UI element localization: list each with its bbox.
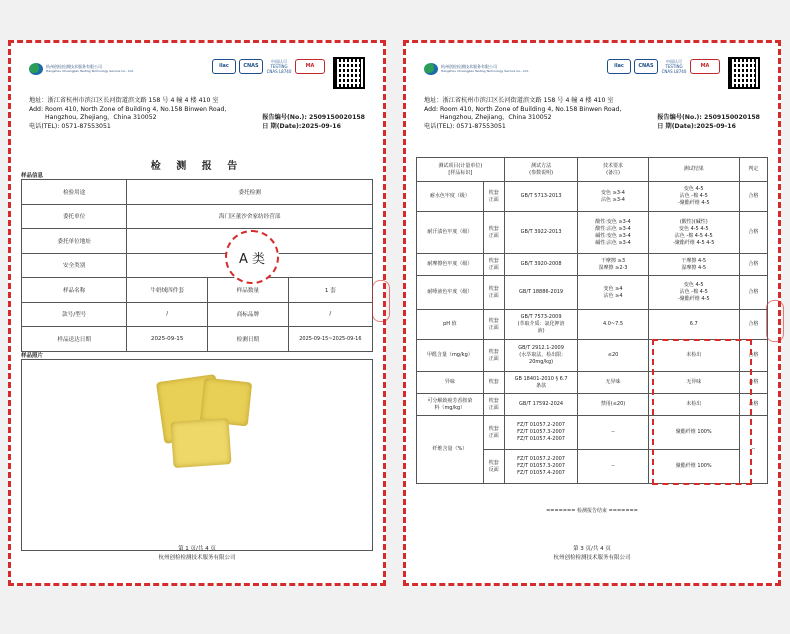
row-value: 2025-09-15 <box>127 327 208 352</box>
report-date: 日 期(Date):2025-09-16 <box>657 122 736 130</box>
test-result: 无异味 <box>648 372 739 394</box>
report-date: 日 期(Date):2025-09-16 <box>262 122 341 130</box>
company-logo-icon <box>29 63 43 75</box>
cert-logos <box>607 59 720 74</box>
footer-company: 杭州创检检测技术服务有限公司 <box>158 555 236 561</box>
safety-class-highlight <box>225 230 279 284</box>
sample-part: 枕套 正面 <box>483 254 504 276</box>
sample-part: 枕套 正面 <box>483 340 504 372</box>
test-result: 干摩擦 4-5 湿摩擦 4-5 <box>648 254 739 276</box>
test-method: GB/T 3922-2013 <box>504 212 578 254</box>
test-method: FZ/T 01057.2-2007 FZ/T 01057.3-2007 FZ/T 01057.4-2007 <box>504 416 578 450</box>
table-row <box>417 212 768 254</box>
address-en-line2: Hangzhou, Zhejiang，China 310052 <box>440 114 552 121</box>
company-name-en: Hangzhou Chuangjian Testing Technology Service Co., Ltd. <box>46 69 134 73</box>
report-number: 报告编号(No.): 2509150020158 <box>262 114 365 121</box>
test-result: 聚酯纤维 100% <box>648 450 739 484</box>
test-method: FZ/T 01057.2-2007 FZ/T 01057.3-2007 FZ/T 01057.4-2007 <box>504 450 578 484</box>
ma-logo: MA <box>690 59 720 74</box>
sample-part: 枕套 正面 <box>483 394 504 416</box>
report-page-3-frame <box>403 40 781 586</box>
verdict: 合格 <box>739 254 767 276</box>
row-value: / <box>127 302 208 327</box>
test-result: 未检出 <box>648 340 739 372</box>
test-item: 耐水色牢度（级） <box>417 182 484 212</box>
row-value: 牛奶绒四件套 <box>127 278 208 303</box>
column-header: 技术要求 (备注) <box>578 158 648 182</box>
page-number: 第 3 页/共 4 页 <box>573 546 611 552</box>
verdict: 合格 <box>739 310 767 340</box>
table-row <box>22 229 373 254</box>
test-result: 6.7 <box>648 310 739 340</box>
safety-class-value: A 类 <box>238 251 266 267</box>
qr-code-icon <box>728 57 760 89</box>
test-item: 耐汗渍色牢度（级） <box>417 212 484 254</box>
page-header <box>29 55 365 145</box>
column-header: 判定 <box>739 158 767 182</box>
requirement: 变色 ≥4 沾色 ≥4 <box>578 276 648 310</box>
test-method: GB/T 17592-2024 <box>504 394 578 416</box>
verdict: 合格 <box>739 212 767 254</box>
verdict: 合格 <box>739 276 767 310</box>
requirement: 酸性:变色 ≥3-4 酸性:沾色 ≥3-4 碱性:变色 ≥3-4 碱性:沾色 ≥3-4 <box>578 212 648 254</box>
verdict: 合格 <box>739 340 767 372</box>
test-method: GB/T 18886-2019 <box>504 276 578 310</box>
table-header-row <box>417 158 768 182</box>
page-footer <box>414 545 770 563</box>
test-item: 可分解致癌芳香胺染 料（mg/kg） <box>417 394 484 416</box>
table-row <box>417 310 768 340</box>
verdict: -- <box>739 416 767 484</box>
table-row <box>22 327 373 352</box>
address-block <box>424 97 621 131</box>
test-item: 甲醛含量（mg/kg） <box>417 340 484 372</box>
ilac-mra-logo: ilac <box>607 59 631 74</box>
results-highlight <box>652 339 752 485</box>
address-cn: 地址：浙江省杭州市滨江区长河街道滨文路 158 号 4 幢 4 楼 410 室 <box>424 97 614 104</box>
row-label: 样品名称 <box>22 278 127 303</box>
requirement: -- <box>578 450 648 484</box>
row-label: 检验用途 <box>22 180 127 205</box>
address-cn: 地址：浙江省杭州市滨江区长河街道滨文路 158 号 4 幢 4 楼 410 室 <box>29 97 219 104</box>
test-item: 耐唾液色牢度（级） <box>417 276 484 310</box>
cnas-logo: CNAS <box>239 59 263 74</box>
footer-company: 杭州创检检测技术服务有限公司 <box>553 555 631 561</box>
page-header <box>424 55 760 145</box>
testing-cert-label: 中国认可 TESTING CNAS L8740 <box>266 59 292 74</box>
page-footer <box>19 545 375 563</box>
requirement: 干摩擦 ≥3 湿摩擦 ≥2-3 <box>578 254 648 276</box>
ma-logo: MA <box>295 59 325 74</box>
address-en-line1: Add: Room 410, North Zone of Building 4, No.158 Binwen Road, <box>424 105 622 113</box>
section-sample-info: 样品信息 <box>21 173 44 179</box>
address-en-line2: Hangzhou, Zhejiang，China 310052 <box>45 114 157 121</box>
row-label: 商标品牌 <box>208 302 289 327</box>
sample-part: 枕套 正面 <box>483 276 504 310</box>
row-label: 样品送达日期 <box>22 327 127 352</box>
report-page-1-frame <box>8 40 386 586</box>
row-value: / <box>288 302 372 327</box>
test-result: 变色 4-5 沾色 -棉 4-5 -聚酯纤维 4-5 <box>648 182 739 212</box>
verdict: 合格 <box>739 372 767 394</box>
test-item: pH 值 <box>417 310 484 340</box>
row-value: 委托检测 <box>127 180 373 205</box>
company-name-cn: 杭州创检检测技术服务有限公司 <box>46 64 102 69</box>
page-number: 第 1 页/共 4 页 <box>178 546 216 552</box>
test-method: GB/T 2912.1-2009 (水萃取法，检出限: 20mg/kg) <box>504 340 578 372</box>
test-method: GB/T 5713-2013 <box>504 182 578 212</box>
requirement: 禁用(≤20) <box>578 394 648 416</box>
table-row <box>417 182 768 212</box>
section-sample-photo: 样品照片 <box>21 353 44 359</box>
row-label: 检测日期 <box>208 327 289 352</box>
test-item: 异味 <box>417 372 484 394</box>
report-end-marker: ======= 检测报告结束 ======= <box>546 508 638 514</box>
test-item: 纤维含量（%） <box>417 416 484 484</box>
requirement: -- <box>578 416 648 450</box>
test-method: GB/T 3920-2008 <box>504 254 578 276</box>
report-meta <box>657 114 760 131</box>
test-method: GB 18401-2010 § 6.7 条款 <box>504 372 578 394</box>
column-header: 测试方法 (参数说明) <box>504 158 578 182</box>
report-meta <box>262 114 365 131</box>
column-header: 测试项目(计量单位) [样品标识] <box>417 158 505 182</box>
row-value: 1 套 <box>288 278 372 303</box>
qr-code-icon <box>333 57 365 89</box>
report-number: 报告编号(No.): 2509150020158 <box>657 114 760 121</box>
row-value: 海门区董沙舍家纺经营部 <box>127 204 373 229</box>
report-page-3 <box>414 49 770 577</box>
column-header: 测试结果 <box>648 158 739 182</box>
testing-cert-label: 中国认可 TESTING CNAS L8740 <box>661 59 687 74</box>
sample-part: 枕套 正面 <box>483 416 504 450</box>
seal-stamp <box>766 300 784 342</box>
seal-stamp <box>372 280 390 322</box>
row-label: 委托单位 <box>22 204 127 229</box>
requirement: 无异味 <box>578 372 648 394</box>
company-name-en: Hangzhou Chuangjian Testing Technology Service Co., Ltd. <box>441 69 529 73</box>
row-label: 委托单位地址 <box>22 229 127 254</box>
company-logo <box>424 63 529 75</box>
row-label: 安全类别 <box>22 253 127 278</box>
requirement: ≤20 <box>578 340 648 372</box>
sample-photo <box>21 359 373 551</box>
requirement: 变色 ≥3-4 沾色 ≥3-4 <box>578 182 648 212</box>
ilac-mra-logo: ilac <box>212 59 236 74</box>
sample-info-table <box>21 179 373 352</box>
table-row <box>22 253 373 278</box>
sample-part: 枕套 正面 <box>483 182 504 212</box>
address-block <box>29 97 226 131</box>
company-logo-icon <box>424 63 438 75</box>
table-row <box>417 254 768 276</box>
company-name-cn: 杭州创检检测技术服务有限公司 <box>441 64 497 69</box>
sample-part: 枕套 正面 <box>483 212 504 254</box>
report-page-1 <box>19 49 375 577</box>
table-row <box>417 276 768 310</box>
verdict: 合格 <box>739 394 767 416</box>
test-method: GB/T 7573-2009 (萃取介质：氯化钾溶 液) <box>504 310 578 340</box>
row-label: 样品数量 <box>208 278 289 303</box>
table-row <box>22 180 373 205</box>
report-title: 检 测 报 告 <box>150 161 244 172</box>
table-row <box>22 302 373 327</box>
cnas-logo: CNAS <box>634 59 658 74</box>
table-row <box>22 204 373 229</box>
table-row <box>22 278 373 303</box>
sample-part: 枕套 <box>483 372 504 394</box>
verdict: 合格 <box>739 182 767 212</box>
telephone: 电话(TEL): 0571-87553051 <box>29 122 111 130</box>
row-value: 2025-09-15~2025-09-16 <box>288 327 372 352</box>
telephone: 电话(TEL): 0571-87553051 <box>424 122 506 130</box>
cert-logos <box>212 59 325 74</box>
test-result: (酸性)(碱性) 变色 4-5 4-5 沾色 -棉 4-5 4-5 -聚酯纤维 4-5 4-5 <box>648 212 739 254</box>
sample-item-image <box>170 418 231 468</box>
company-logo <box>29 63 134 75</box>
sample-part: 枕套 反面 <box>483 450 504 484</box>
test-item: 耐摩擦色牢度（级） <box>417 254 484 276</box>
address-en-line1: Add: Room 410, North Zone of Building 4, No.158 Binwen Road, <box>29 105 227 113</box>
row-label: 款号/型号 <box>22 302 127 327</box>
test-result: 聚酯纤维 100% <box>648 416 739 450</box>
test-result: 未检出 <box>648 394 739 416</box>
requirement: 4.0~7.5 <box>578 310 648 340</box>
sample-part: 枕套 正面 <box>483 310 504 340</box>
test-result: 变色 4-5 沾色 -棉 4-5 -聚酯纤维 4-5 <box>648 276 739 310</box>
